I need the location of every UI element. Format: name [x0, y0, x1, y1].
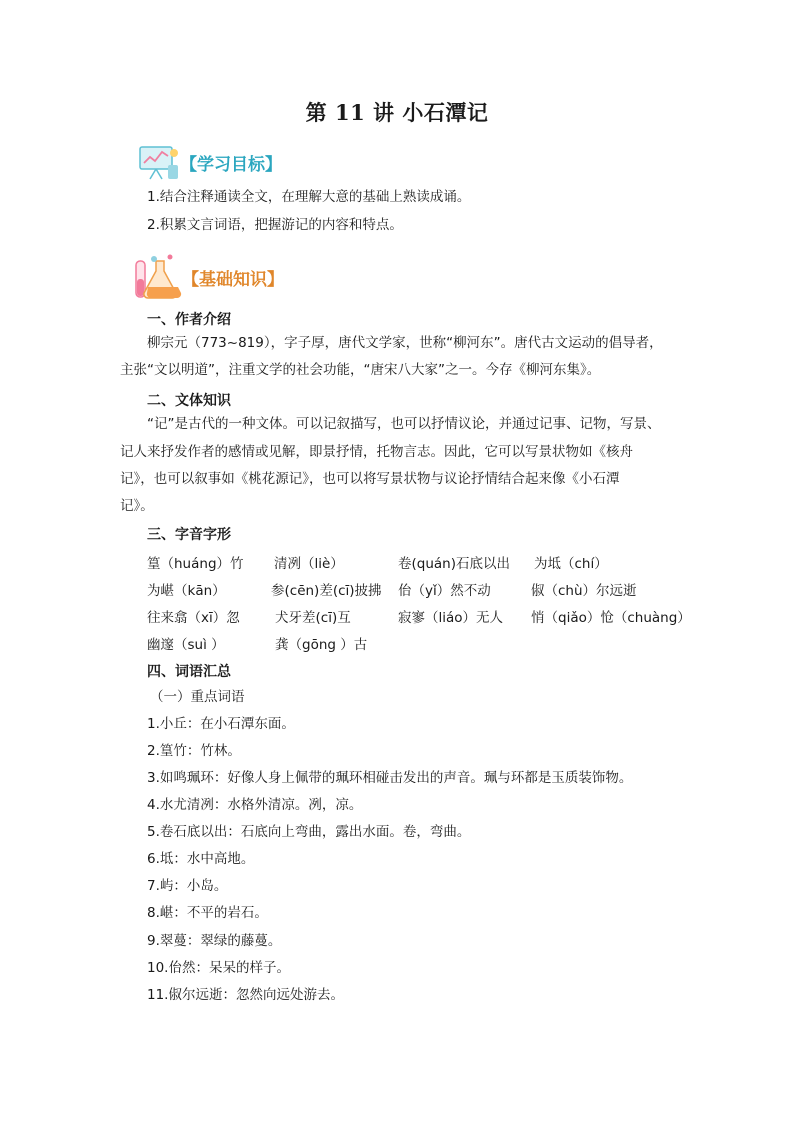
vocab-subheading: （一）重点词语	[150, 689, 245, 705]
genre-line-2: 记人来抒发作者的感情或见解，即景抒情，托物言志。因此，它可以写景状物如《核舟	[120, 444, 633, 460]
pron-item: 为坻（chí）	[534, 556, 608, 572]
genre-line-4: 记》。	[120, 498, 154, 514]
pron-item: 篁（huáng）竹	[147, 556, 244, 572]
basic-knowledge-banner	[130, 253, 284, 301]
genre-heading: 二、文体知识	[147, 393, 231, 409]
pron-item: 寂寥（liáo）无人	[398, 610, 504, 626]
pron-item: 往来翕（xī）忽	[147, 610, 240, 626]
pronunciation-heading: 三、字音字形	[147, 527, 231, 543]
pron-item: 幽邃（suì ）	[147, 637, 225, 653]
pron-item: 清冽（liè）	[274, 556, 344, 572]
vocab-item: 7.屿：小岛。	[147, 878, 228, 894]
vocab-item: 10.佁然：呆呆的样子。	[147, 960, 290, 976]
vocab-item: 11.俶尔远逝：忽然向远处游去。	[147, 987, 344, 1003]
author-line-2: 主张“文以明道”，注重文学的社会功能，“唐宋八大家”之一。今存《柳河东集》。	[120, 362, 601, 378]
vocab-item: 5.卷石底以出：石底向上弯曲，露出水面。卷，弯曲。	[147, 824, 471, 840]
vocab-item: 8.嵁：不平的岩石。	[147, 905, 268, 921]
presentation-board-icon	[138, 143, 180, 181]
page-title: 第 11 讲 小石潭记	[305, 100, 489, 125]
learning-goals-banner	[138, 143, 282, 181]
vocab-heading: 四、词语汇总	[147, 664, 231, 680]
author-line-1: 柳宗元（773~819），字子厚，唐代文学家，世称“柳河东”。唐代古文运动的倡导者，	[147, 335, 663, 351]
pron-item: 俶（chù）尔远逝	[531, 583, 637, 599]
learning-goals-label: 【学习目标】	[180, 154, 282, 175]
pron-item: 龚（gōng ）古	[275, 637, 368, 653]
vocab-item: 6.坻：水中高地。	[147, 851, 255, 867]
pron-item: 卷(quán)石底以出	[398, 556, 510, 572]
vocab-item: 1.小丘：在小石潭东面。	[147, 716, 295, 732]
goal-item-1: 1.结合注释通读全文，在理解大意的基础上熟读成诵。	[147, 189, 471, 205]
goal-item-2: 2.积累文言词语，把握游记的内容和特点。	[147, 217, 403, 233]
vocab-item: 9.翠蔓：翠绿的藤蔓。	[147, 933, 282, 949]
pron-item: 佁（yǐ）然不动	[398, 583, 491, 599]
basic-knowledge-label: 【基础知识】	[182, 269, 284, 290]
vocab-item: 2.篁竹：竹林。	[147, 743, 241, 759]
vocab-item: 3.如鸣珮环：好像人身上佩带的珮环相碰击发出的声音。珮与环都是玉质装饰物。	[147, 770, 633, 786]
pron-item: 犬牙差(cī)互	[275, 610, 351, 626]
pron-item: 参(cēn)差(cī)披拂	[271, 583, 382, 599]
genre-line-3: 记》，也可以叙事如《桃花源记》，也可以将写景状物与议论抒情结合起来像《小石潭	[120, 471, 620, 487]
vocab-item: 4.水尤清冽：水格外清凉。冽，凉。	[147, 797, 363, 813]
chemistry-flask-icon	[130, 253, 182, 301]
author-heading: 一、作者介绍	[147, 312, 231, 328]
pron-item: 悄（qiǎo）怆（chuàng）	[531, 610, 691, 626]
genre-line-1: “记”是古代的一种文体。可以记叙描写，也可以抒情议论，并通过记事、记物，写景、	[147, 416, 661, 432]
pron-item: 为嵁（kān）	[147, 583, 226, 599]
